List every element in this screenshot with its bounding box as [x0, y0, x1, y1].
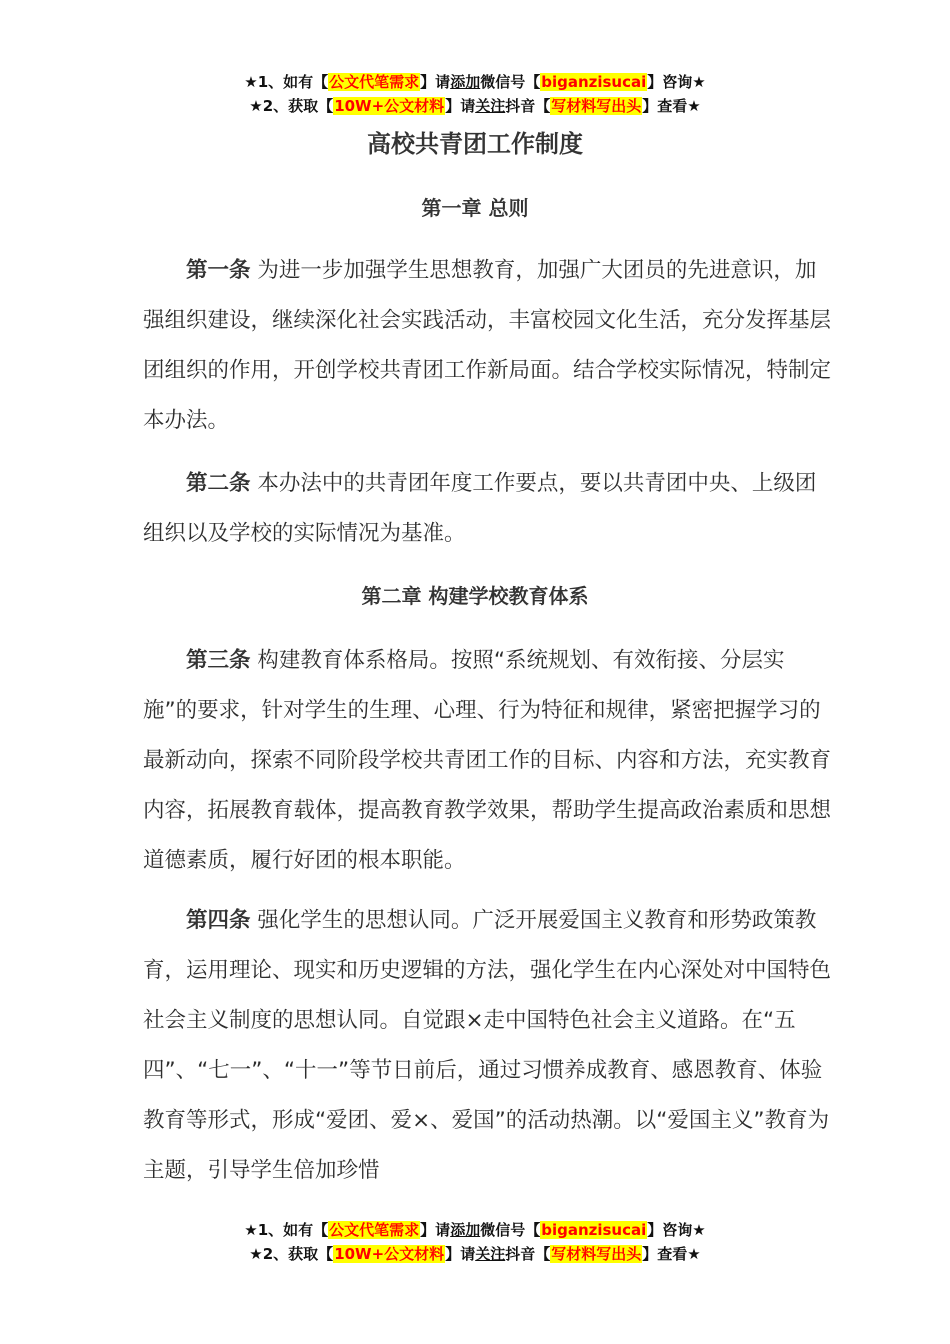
article-text: 本办法中的共青团年度工作要点，要以共青团中央、上级团组织以及学校的实际情况为基准。: [143, 471, 817, 546]
article-4: [143, 896, 833, 1196]
promo-line-1: ★1、如有【公文代笔需求】请添加微信号【biganzisucai】咨询★: [244, 73, 706, 91]
star-icon: ★: [244, 1221, 258, 1239]
highlight-douyin: 写材料写出头: [551, 97, 642, 115]
chapter-heading-2: 第二章 构建学校教育体系: [361, 584, 589, 608]
highlight-service: 公文代笔需求: [329, 1221, 420, 1239]
highlight-douyin: 写材料写出头: [551, 1245, 642, 1263]
promo-line-2: ★2、获取【10W+公文材料】请关注抖音【写材料写出头】查看★: [249, 1245, 701, 1263]
star-icon: ★: [249, 97, 263, 115]
promo-banner-top: [0, 70, 950, 118]
highlight-service: 公文代笔需求: [329, 73, 420, 91]
article-label: 第一条: [186, 258, 251, 283]
chapter-heading-1: 第一章 总则: [421, 196, 529, 220]
highlight-materials: 10W+公文材料: [334, 97, 445, 115]
promo-line-1: ★1、如有【公文代笔需求】请添加微信号【biganzisucai】咨询★: [244, 1221, 706, 1239]
star-icon: ★: [244, 73, 258, 91]
article-2: [143, 459, 833, 559]
highlight-wechat-id: biganzisucai: [541, 1221, 647, 1239]
article-label: 第二条: [186, 471, 251, 496]
promo-banner-bottom: [0, 1218, 950, 1266]
article-text: 为进一步加强学生思想教育，加强广大团员的先进意识，加强组织建设，继续深化社会实践活动，丰富校园文化生活，充分发挥基层团组织的作用，开创学校共青团工作新局面。结合学校实际情况，特制定本办法。: [143, 258, 832, 433]
article-label: 第三条: [186, 648, 251, 673]
article-text: 强化学生的思想认同。广泛开展爱国主义教育和形势政策教育，运用理论、现实和历史逻辑的方法，强化学生在内心深处对中国特色社会主义制度的思想认同。自觉跟×走中国特色社会主义道路。在“五四”、“七一”、“十一”等节日前后，通过习惯养成教育、感恩教育、体验教育等形式，形成“爱团、爱×、爱国”的活动热潮。以“爱国主义”教育为主题，引导学生倍加珍惜: [143, 908, 832, 1183]
article-1: [143, 246, 833, 446]
document-title: 高校共青团工作制度: [367, 130, 583, 158]
promo-line-2: ★2、获取【10W+公文材料】请关注抖音【写材料写出头】查看★: [249, 97, 701, 115]
article-text: 构建教育体系格局。按照“系统规划、有效衔接、分层实施”的要求，针对学生的生理、心理、行为特征和规律，紧密把握学习的最新动向，探索不同阶段学校共青团工作的目标、内容和方法，充实教育内容，拓展教育载体，提高教育教学效果，帮助学生提高政治素质和思想道德素质，履行好团的根本职能。: [143, 648, 832, 873]
highlight-wechat-id: biganzisucai: [541, 73, 647, 91]
highlight-materials: 10W+公文材料: [334, 1245, 445, 1263]
star-icon: ★: [249, 1245, 263, 1263]
article-label: 第四条: [186, 908, 251, 933]
article-3: [143, 636, 833, 886]
